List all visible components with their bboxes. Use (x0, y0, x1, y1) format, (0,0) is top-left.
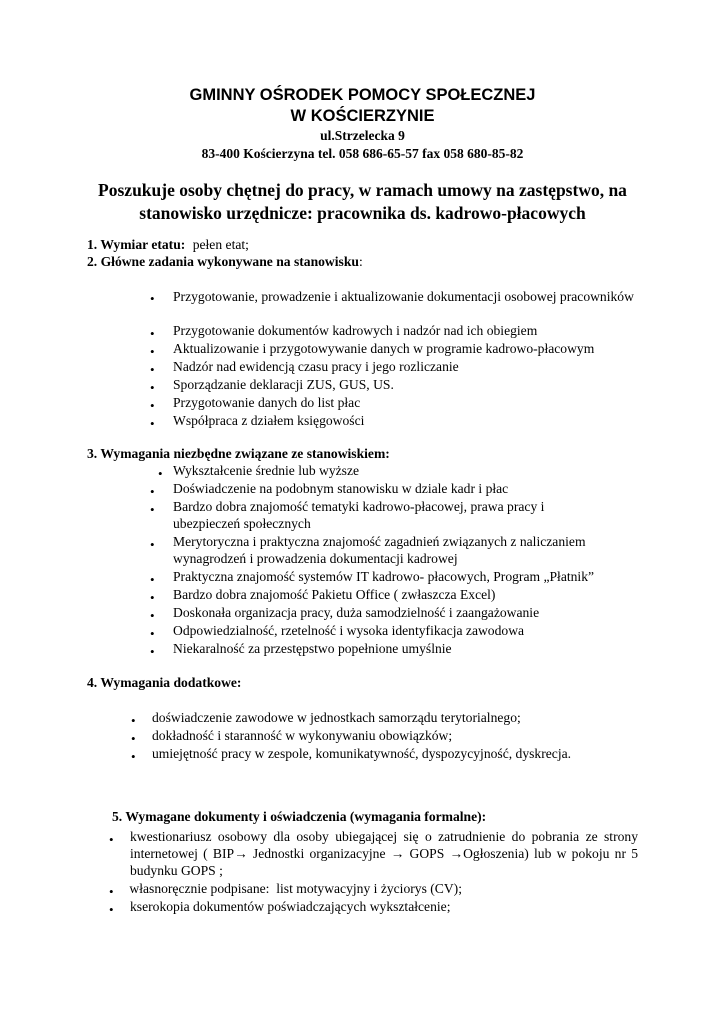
list-item: Sporządzanie deklaracji ZUS, GUS, US. (173, 377, 394, 392)
bullet-icon: • (109, 884, 114, 899)
section-3-label: 3. Wymagania niezbędne związane ze stanowiskiem: (87, 446, 390, 461)
list-item: Doskonała organizacja pracy, duża samodzielność i zaangażowanie (173, 605, 540, 620)
list-item: dokładność i staranność w wykonywaniu obowiązków; (152, 728, 453, 743)
org-contact: 83-400 Kościerzyna tel. 058 686-65-57 fax 058 680-85-82 (201, 146, 524, 161)
list-item: Niekaralność za przestępstwo popełnione umyślnie (173, 641, 452, 656)
bullet-icon: • (158, 466, 163, 481)
bullet-icon: • (150, 502, 155, 517)
section-2-heading (87, 254, 363, 270)
section-5-label: 5. Wymagane dokumenty i oświadczenia (wymagania formalne): (112, 809, 487, 824)
list-item: Bardzo dobra znajomość Pakietu Office ( zwłaszcza Excel) (173, 587, 496, 602)
bullet-icon: • (150, 572, 155, 587)
list-item: Przygotowanie dokumentów kadrowych i nadzór nad ich obiegiem (173, 323, 538, 338)
list-item: Wykształcenie średnie lub wyższe (173, 463, 360, 478)
list-item: Praktyczna znajomość systemów IT kadrowo- płacowych, Program „Płatnik” (173, 569, 595, 584)
bullet-icon: • (150, 380, 155, 395)
section-1-label: 1. Wymiar etatu: (87, 237, 186, 252)
bullet-icon: • (150, 344, 155, 359)
bullet-icon: • (150, 626, 155, 641)
section-1-value: pełen etat; (192, 237, 249, 252)
section-1 (87, 237, 249, 253)
bullet-icon: • (150, 326, 155, 341)
list-item: kserokopia dokumentów poświadczających wykształcenie; (130, 899, 451, 914)
bullet-icon: • (109, 832, 114, 847)
bullet-icon: • (150, 362, 155, 377)
list-item: Doświadczenie na podobnym stanowisku w dziale kadr i płac (173, 481, 509, 496)
list-item: Współpraca z działem księgowości (173, 413, 365, 428)
list-item: kwestionariusz osobowy dla osoby ubiegającej się o zatrudnienie do pobrania ze strony internetowej ( BIP→ Jednostki organizacyjne → GOPS →Ogłoszenia) lub w pokoju nr 5 budynku GOPS ; (130, 829, 638, 878)
list-item: doświadczenie zawodowe w jednostkach samorządu terytorialnego; (152, 710, 521, 725)
org-street: ul.Strzelecka 9 (320, 128, 405, 143)
bullet-icon: • (150, 398, 155, 413)
org-name-line2: W KOŚCIERZYNIE (290, 107, 435, 125)
list-item: Przygotowanie danych do list płac (173, 395, 361, 410)
bullet-icon: • (131, 749, 136, 764)
list-item: Bardzo dobra znajomość tematyki kadrowo-płacowej, prawa pracy i ubezpieczeń społecznych (173, 499, 545, 531)
list-item: umiejętność pracy w zespole, komunikatywność, dyspozycyjność, dyskrecja. (152, 746, 572, 761)
section-4-label: 4. Wymagania dodatkowe: (87, 675, 242, 690)
job-headline-line2: stanowisko urzędnicze: pracownika ds. kadrowo-płacowych (139, 203, 586, 223)
bullet-icon: • (150, 537, 155, 552)
list-item: Merytoryczna i praktyczna znajomość zagadnień związanych z naliczaniem wynagrodzeń i prowadzenia dokumentacji kadrowej (173, 534, 586, 566)
list-item: Nadzór nad ewidencją czasu pracy i jego rozliczanie (173, 359, 459, 374)
bullet-icon: • (150, 590, 155, 605)
list-item: Aktualizowanie i przygotowywanie danych w programie kadrowo-płacowym (173, 341, 595, 356)
bullet-icon: • (131, 731, 136, 746)
section-2-colon: : (358, 254, 363, 269)
section-2-label: 2. Główne zadania wykonywane na stanowisku (87, 254, 359, 269)
bullet-icon: • (150, 416, 155, 431)
bullet-icon: • (109, 902, 114, 917)
list-item: Przygotowanie, prowadzenie i aktualizowanie dokumentacji osobowej pracowników (173, 289, 634, 304)
job-headline-line1: Poszukuje osoby chętnej do pracy, w ramach umowy na zastępstwo, na (98, 180, 627, 200)
bullet-icon: • (150, 608, 155, 623)
bullet-icon: • (150, 291, 155, 306)
org-name-line1: GMINNY OŚRODEK POMOCY SPOŁECZNEJ (189, 86, 536, 104)
bullet-icon: • (150, 644, 155, 659)
bullet-icon: • (131, 713, 136, 728)
list-item: Odpowiedzialność, rzetelność i wysoka identyfikacja zawodowa (173, 623, 525, 638)
list-item: własnoręcznie podpisane: list motywacyjny i życiorys (CV); (126, 881, 462, 896)
bullet-icon: • (150, 484, 155, 499)
